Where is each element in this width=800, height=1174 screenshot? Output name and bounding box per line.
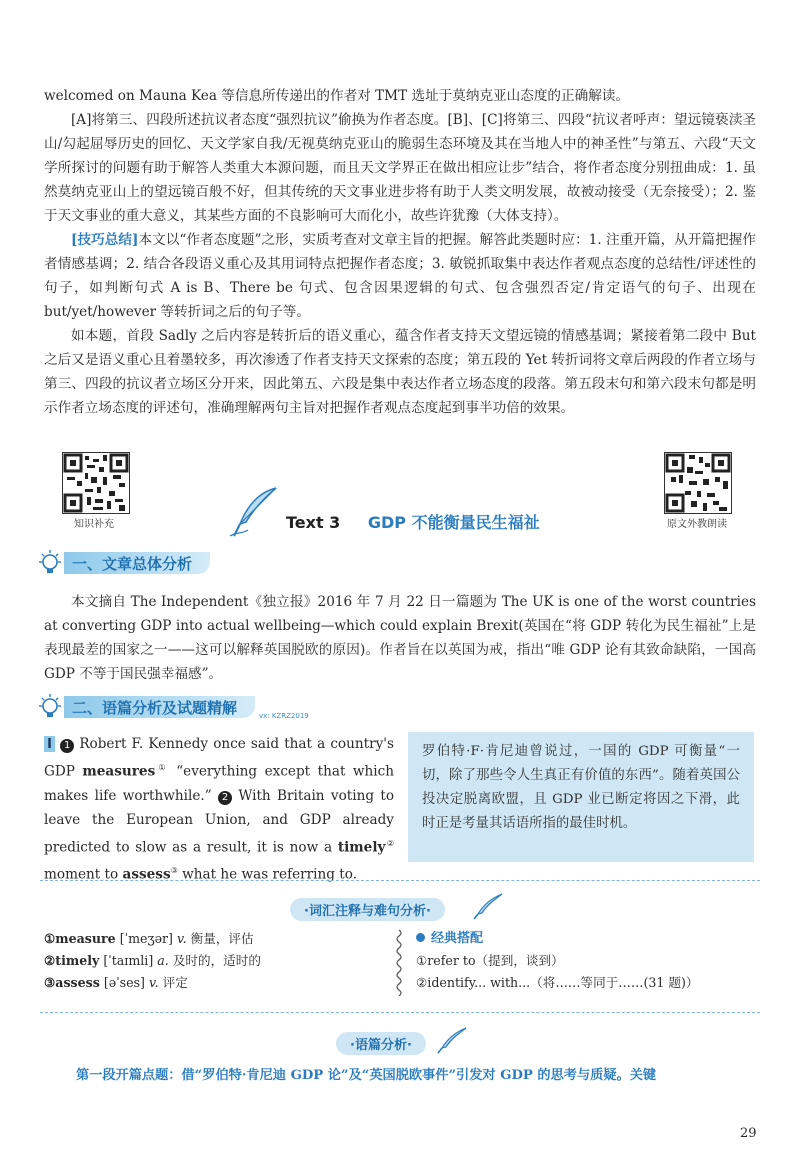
- binding-spiral-icon: [393, 928, 405, 996]
- chinese-translation-box: 罗伯特·F·肯尼迪曾说过，一国的 GDP 可衡量“一切，除了那些令人生真正有价值的东西”。随着英国公投决定脱离欧盟，且 GDP 业已断定将因之下滑，此时正是考量其话语所指的最佳时机。: [408, 732, 754, 862]
- sentence-2-mid: moment to: [44, 866, 123, 883]
- collocation-item: ①refer to（提到，谈到）: [416, 953, 564, 968]
- bullet-icon: [416, 933, 425, 942]
- text-label: Text 3: [286, 513, 341, 532]
- vocab-item: ③assess [əˈses] v. 评定: [44, 975, 188, 990]
- qr-code-right[interactable]: [664, 452, 732, 514]
- paragraph-3: [44, 228, 756, 324]
- section-2-tag: vx: KZRZ2019: [259, 712, 309, 720]
- sentence-1-mid: “everything except that which makes life worthwhile.”: [44, 763, 394, 804]
- text-heading: [286, 510, 540, 533]
- qr-pattern-icon: [63, 453, 129, 513]
- sentence-2-pre: With Britain voting to leave the European Union, and GDP already predicted to slow as a result, it is now a: [44, 787, 395, 856]
- vocab-word-timely: timely: [337, 839, 386, 856]
- sentence-2-end: what he was referring to.: [177, 866, 358, 883]
- sentence-1-marker: 1: [60, 739, 74, 753]
- qr-right-caption: 原文外教朗读: [667, 519, 727, 530]
- pen-icon: [434, 1026, 468, 1054]
- collocation-list: [416, 928, 756, 994]
- discourse-section-title: ·语篇分析·: [336, 1032, 426, 1055]
- paragraph-marker: I: [44, 736, 55, 752]
- paragraph-1: welcomed on Mauna Kea 等信息所传递出的作者对 TMT 选址于莫纳克亚山态度的正确解读。: [44, 88, 629, 104]
- vocab-item: ②timely [ˈtaɪmli] a. 及时的，适时的: [44, 953, 261, 968]
- sentence-2-marker: 2: [218, 791, 232, 805]
- divider-1: [40, 880, 760, 881]
- section-1-header: [36, 550, 210, 576]
- collocation-item: ②identify... with...（将……等同于……(31 题)）: [416, 975, 699, 990]
- quill-pen-icon: [226, 484, 282, 540]
- paragraph-2: [A]将第三、四段所述抗议者态度“强烈抗议”偷换为作者态度。[B]、[C]将第三、四段“抗议者呼声：望远镜亵渎圣山/勾起屈辱历史的回忆、天文学家自我/无视莫纳克亚山的脆弱生态环境及其在当地人中的神圣性”与第五、六段“天文学所探讨的问题有助于解答人类重大本源问题，而且天文学界正在做出相应让步”结合，将作者态度分别扭曲成：1. 虽然莫纳克亚山上的望远镜百般不好，但其传统的天文事业进步将有助于人类文明发展，故被动接受（无奈接受）；2. 鉴于天文事业的重大意义，其某些方面的不良影响可大而化小，故些许犹豫（大体支持）。: [44, 112, 756, 224]
- qr-left-caption: 知识补充: [74, 519, 114, 530]
- pen-icon: [470, 892, 504, 920]
- paragraph-4: 如本题，首段 Sadly 之后内容是转折后的语义重心，蕴含作者支持天文望远镜的情感基调；紧接着第二段中 But 之后又是语义重心且着墨较多，再次渗透了作者支持天文探索的态度；第五段的 Yet 转折词将文章后两段的作者立场与第三、四段的抗议者立场区分开来，因此第五、六段是集中表达作者立场态度的段落。第五段末句和第六段末句都是明示作者立场态度的评述句，准确理解两句主旨对把握作者观点态度起到事半功倍的效果。: [44, 328, 756, 416]
- qr-pattern-icon: [665, 453, 731, 513]
- vocab-item: ①measure [ˈmeʒər] v. 衡量，评估: [44, 931, 254, 946]
- intro-paragraph: 本文摘自 The Independent《独立报》2016 年 7 月 22 日一篇题为 The UK is one of the worst countries at converting GDP into actual wellbeing—which could explain Brexit(英国在“将 GDP 转化为民生福祉”上是表现最差的国家之一——这可以解释英国脱欧的原因)。作者旨在以英国为戒，指出“唯 GDP 论有其致命缺陷，一国高 GDP 不等于国民强幸福感”。: [44, 594, 756, 682]
- vocab-word-assess: assess: [122, 866, 171, 883]
- vocab-list: [44, 928, 384, 994]
- lightbulb-icon: [36, 550, 64, 576]
- section-2-title: 二、语篇分析及试题精解: [64, 696, 255, 718]
- text-title: GDP 不能衡量民生福祉: [367, 513, 540, 532]
- discourse-analysis-text: 第一段开篇点题：借“罗伯特·肯尼迪 GDP 论”及“英国脱欧事件”引发对 GDP 的思考与质疑。关键: [76, 1068, 657, 1083]
- tips-label: [技巧总结]: [71, 232, 139, 248]
- vocab-section-title: ·词汇注释与难句分析·: [290, 898, 445, 921]
- qr-code-left[interactable]: [62, 452, 130, 514]
- tips-text: 本文以“作者态度题”之形，实质考查对文章主旨的把握。解答此类题时应：1. 注重开篇，从开篇把握作者情感基调；2. 结合各段语义重心及其用词特点把握作者态度；3. 敏锐抓取集中表达作者观点态度的总结性/评述性的句子，如判断句式 A is B、There be 句式、包含因果逻辑的句式、包含强烈否定/肯定语气的句子、出现在 but/yet/however 等转折词之后的句子等。: [44, 232, 756, 320]
- section-2-header: [36, 694, 309, 720]
- vocab-word-measures: measures: [82, 763, 156, 780]
- divider-2: [40, 1012, 760, 1013]
- collocation-title: 经典搭配: [416, 928, 756, 950]
- section-1-title: 一、文章总体分析: [64, 552, 210, 574]
- sentence-1-pre: Robert F. Kennedy once said that a country's GDP: [44, 736, 394, 780]
- page-number: 29: [740, 1126, 757, 1141]
- lightbulb-icon: [36, 694, 64, 720]
- english-passage: I 1 Robert F. Kennedy once said that a country's GDP measures① “everything except that which makes life worthwhile.” 2 With Britain voting to leave the European Union, and GDP already predicted to slow as a result, it is now a timely② moment to assess③ what he was referring to.: [44, 736, 395, 883]
